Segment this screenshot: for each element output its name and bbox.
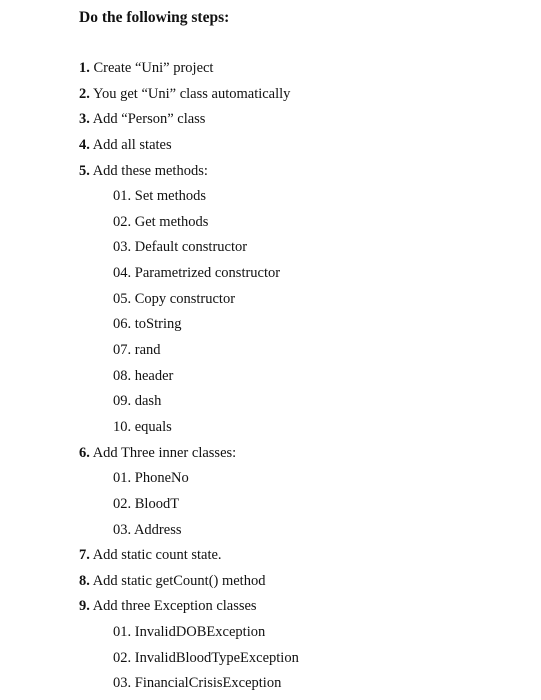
substep-item-9-2	[0, 646, 541, 672]
step-text: Add these methods:	[92, 162, 208, 179]
substep-item-5-4	[0, 261, 541, 287]
substep-text: FinancialCrisisException	[134, 675, 282, 692]
step-number: 8.	[79, 572, 90, 589]
substep-text: equals	[134, 418, 172, 435]
step-number: 6.	[79, 444, 90, 461]
substep-text: Set methods	[134, 188, 207, 205]
substep-item-5-8	[0, 364, 541, 390]
substep-number: 08.	[113, 367, 132, 384]
step-item-5	[0, 159, 541, 185]
substep-text: InvalidBloodTypeException	[134, 649, 299, 666]
step-item-9	[0, 594, 541, 620]
substep-number: 01.	[113, 188, 132, 205]
substep-text: Address	[133, 521, 182, 538]
step-item-8	[0, 569, 541, 595]
substep-text: BloodT	[134, 495, 180, 512]
substep-number: 03.	[113, 521, 132, 538]
step-number: 3.	[79, 111, 90, 128]
substep-item-5-7	[0, 338, 541, 364]
substep-number: 01.	[113, 624, 132, 641]
substep-number: 03.	[113, 675, 132, 692]
step-text: Add all states	[92, 136, 172, 153]
step-item-6	[0, 441, 541, 467]
substep-item-9-1	[0, 620, 541, 646]
substep-text: toString	[134, 316, 182, 333]
substep-item-5-10	[0, 415, 541, 441]
substep-text: InvalidDOBException	[134, 624, 266, 641]
substep-text: Get methods	[134, 213, 209, 230]
substep-item-6-2	[0, 492, 541, 518]
substep-number: 10.	[113, 418, 132, 435]
substep-text: Parametrized constructor	[134, 265, 281, 282]
substep-item-5-3	[0, 235, 541, 261]
step-text: Add Three inner classes:	[92, 444, 237, 461]
substep-number: 02.	[113, 495, 132, 512]
step-number: 4.	[79, 136, 90, 153]
substep-text: rand	[134, 342, 161, 359]
substep-number: 05.	[113, 290, 132, 307]
step-item-3	[0, 107, 541, 133]
substep-item-5-1	[0, 184, 541, 210]
substep-number: 01.	[113, 470, 132, 487]
substep-item-6-3	[0, 518, 541, 544]
step-item-7	[0, 543, 541, 569]
step-number: 2.	[79, 85, 90, 102]
substep-number: 02.	[113, 649, 132, 666]
step-text: Add “Person” class	[92, 111, 206, 128]
substep-number: 04.	[113, 265, 132, 282]
substep-text: dash	[134, 393, 162, 410]
step-number: 5.	[79, 162, 90, 179]
substep-item-5-6	[0, 312, 541, 338]
step-number: 1.	[79, 60, 90, 76]
substep-item-5-2	[0, 210, 541, 236]
step-number: 9.	[79, 598, 90, 615]
substep-number: 03.	[113, 239, 132, 256]
step-text: You get “Uni” class automatically	[92, 85, 291, 102]
substep-text: Default constructor	[134, 239, 248, 256]
step-text: Add static count state.	[92, 547, 222, 564]
substep-text: Copy constructor	[134, 290, 236, 307]
substep-text: header	[134, 367, 174, 384]
substep-item-6-1	[0, 466, 541, 492]
step-item-2	[0, 82, 541, 108]
substep-item-9-3	[0, 671, 541, 697]
substep-item-5-5	[0, 287, 541, 313]
step-text: Add static getCount() method	[92, 572, 266, 589]
step-item-1	[0, 56, 541, 82]
substep-number: 02.	[113, 213, 132, 230]
steps-list	[0, 56, 541, 697]
step-item-4	[0, 133, 541, 159]
substep-text: PhoneNo	[134, 470, 189, 487]
step-text: Create “Uni” project	[93, 60, 214, 76]
substep-number: 09.	[113, 393, 132, 410]
substep-number: 07.	[113, 342, 132, 359]
substep-item-5-9	[0, 389, 541, 415]
page-heading: Do the following steps:	[79, 9, 230, 26]
step-number: 7.	[79, 547, 90, 564]
step-text: Add three Exception classes	[92, 598, 257, 615]
substep-number: 06.	[113, 316, 132, 333]
